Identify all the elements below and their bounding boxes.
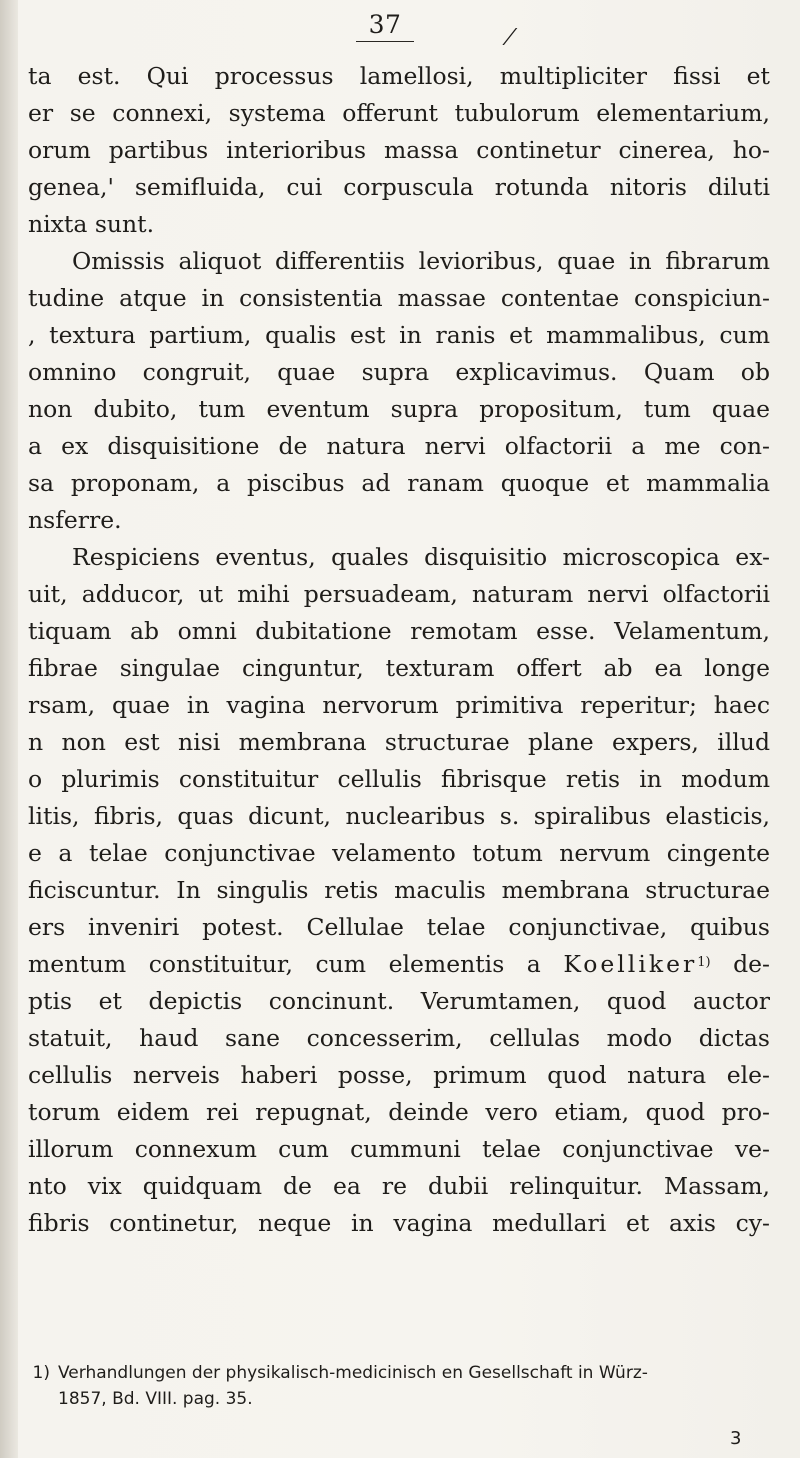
footnote-line [28, 1360, 770, 1386]
body-text [28, 58, 770, 1242]
text-line: nixta sunt. [28, 210, 155, 238]
page-gutter-shadow [0, 0, 18, 1458]
text-line: torum eidem rei repugnat, deinde vero etiam, quod pro- [28, 1098, 770, 1126]
text-line: er se connexi, systema offerunt tubulorum elementarium, [28, 99, 770, 127]
text-line: nto vix quidquam de ea re dubii relinquitur. Massam, [28, 1172, 770, 1200]
text-line: uit, adducor, ut mihi persuadeam, naturam nervi olfactorii [28, 580, 770, 608]
text-segment: mentum constituitur, cum elementis a [28, 950, 541, 978]
text-line: statuit, haud sane concesserim, cellulas modo dictas [28, 1024, 770, 1052]
text-line: nsferre. [28, 506, 122, 534]
text-line-kolliker [28, 946, 770, 983]
text-line: sa proponam, a piscibus ad ranam quoque et mammalia [28, 469, 770, 497]
signature-mark: 3 [730, 1428, 742, 1449]
text-line: e a telae conjunctivae velamento totum nervum cingente [28, 839, 770, 867]
footnote-reference: 1) [697, 955, 711, 970]
text-line: ta est. Qui processus lamellosi, multipliciter fissi et [28, 62, 770, 90]
text-line: omnino congruit, quae supra explicavimus. Quam ob [28, 358, 770, 386]
text-line: fibris continetur, neque in vagina medullari et axis cy- [28, 1209, 770, 1237]
footnote-text: Verhandlungen der physikalisch-medicinisch en Gesellschaft in Würz- [58, 1363, 648, 1383]
author-name: Koelliker [563, 950, 698, 978]
printer-mark: ⁄ [508, 26, 512, 51]
footnote-text: 1857, Bd. VIII. pag. 35. [58, 1389, 253, 1409]
text-line: rsam, quae in vagina nervorum primitiva reperitur; haec [28, 691, 770, 719]
text-line: ficiscuntur. In singulis retis maculis membrana structurae [28, 876, 770, 904]
text-segment: de- [710, 950, 770, 978]
text-line: cellulis nerveis haberi posse, primum quod natura ele- [28, 1061, 770, 1089]
page-number: 37 [356, 10, 414, 42]
text-line: fibrae singulae cinguntur, texturam offert ab ea longe [28, 654, 770, 682]
text-line: Omissis aliquot differentiis levioribus, quae in fibrarum [72, 247, 770, 275]
text-line: tudine atque in consistentia massae contentae conspiciun- [28, 284, 770, 312]
text-line: ers inveniri potest. Cellulae telae conjunctivae, quibus [28, 913, 770, 941]
text-line: o plurimis constituitur cellulis fibrisque retis in modum [28, 765, 770, 793]
text-line: ptis et depictis concinunt. Verumtamen, quod auctor [28, 987, 770, 1015]
text-line: non dubito, tum eventum supra propositum, tum quae [28, 395, 770, 423]
text-line: genea,' semifluida, cui corpuscula rotunda nitoris diluti [28, 173, 770, 201]
text-line: tiquam ab omni dubitatione remotam esse. Velamentum, [28, 617, 770, 645]
footnote-line [28, 1386, 770, 1412]
text-line: , textura partium, qualis est in ranis et mammalibus, cum [28, 321, 770, 349]
text-line: Respiciens eventus, quales disquisitio microscopica ex- [72, 543, 770, 571]
text-line: illorum connexum cum cummuni telae conjunctivae ve- [28, 1135, 770, 1163]
text-line: orum partibus interioribus massa continetur cinerea, ho- [28, 136, 770, 164]
text-line: n non est nisi membrana structurae plane expers, illud [28, 728, 770, 756]
footnote [28, 1360, 770, 1412]
footnote-number: 1) [32, 1363, 50, 1383]
text-line: a ex disquisitione de natura nervi olfactorii a me con- [28, 432, 770, 460]
text-line: litis, fibris, quas dicunt, nuclearibus s. spiralibus elasticis, [28, 802, 770, 830]
